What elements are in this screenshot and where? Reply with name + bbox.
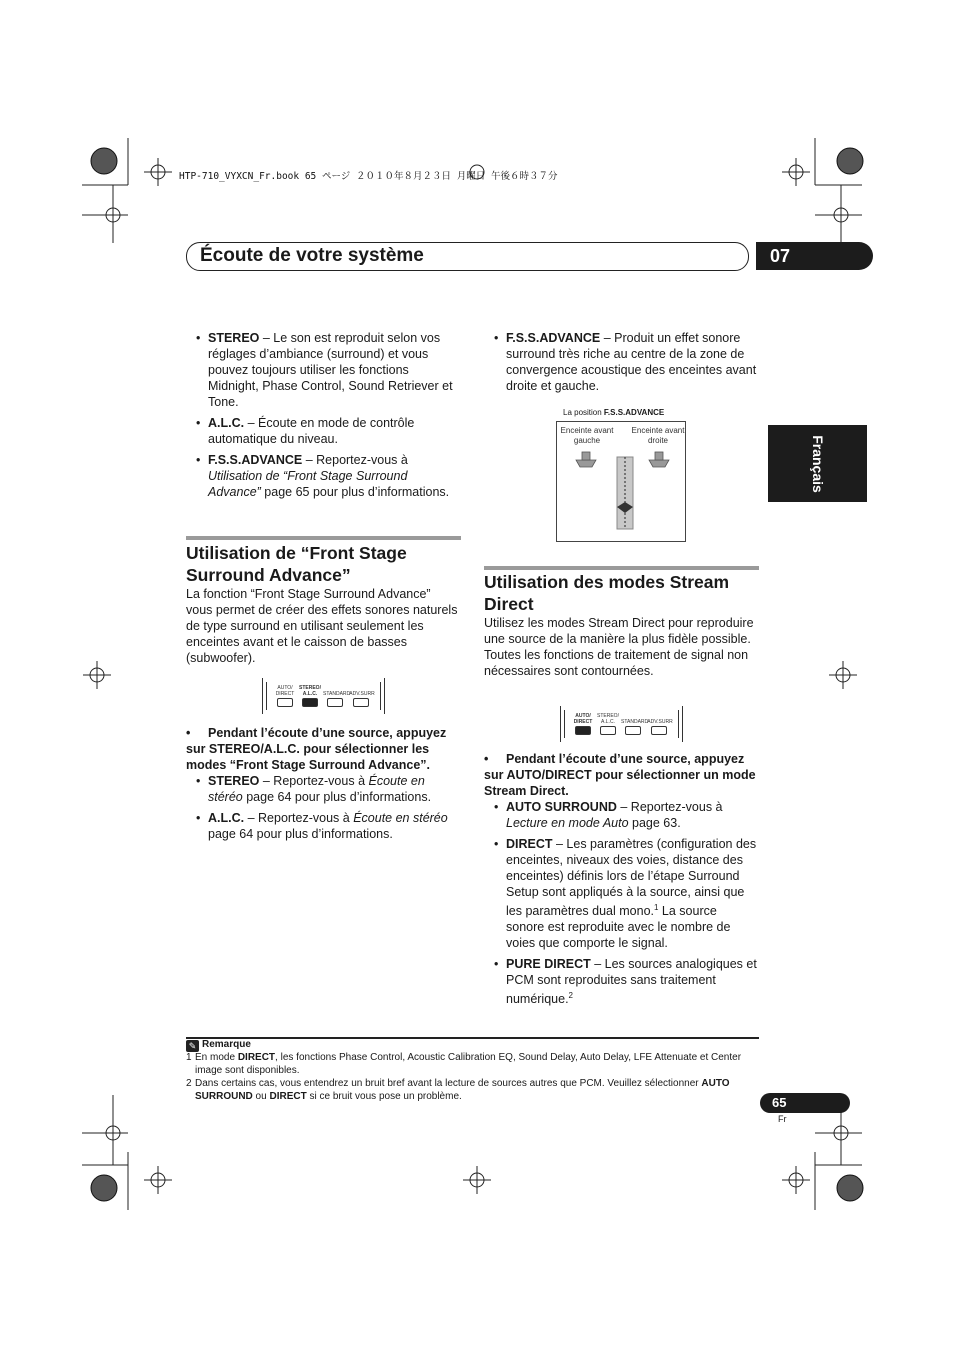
list-item: • STEREO – Reportez-vous à Écoute en stéréo page 64 pour plus d’informations.: [186, 773, 460, 805]
page-number: 65: [760, 1093, 850, 1113]
list-item: • A.L.C. – Écoute en mode de contrôle automatique du niveau.: [186, 415, 460, 447]
front-panel-illustration: [560, 706, 684, 742]
label-right-speaker: Enceinte avant droite: [631, 426, 685, 445]
panel-label: AUTO/ DIRECT: [573, 713, 593, 725]
list-item: • F.S.S.ADVANCE – Produit un effet sonore surround très riche au centre de la zone de convergence acoustique des enceintes avant droite et gauche.: [484, 330, 758, 394]
auto-direct-button: [575, 726, 591, 735]
front-panel-illustration: [262, 678, 386, 714]
print-info: HTP-710_VYXCN_Fr.book 65 ページ ２０１０年８月２３日 月曜日 午後６時３７分: [179, 171, 558, 182]
page-language: Fr: [778, 1114, 787, 1124]
language-tab: Français: [768, 425, 867, 502]
left-column: [186, 330, 460, 505]
list-item: • A.L.C. – Reportez-vous à Écoute en stéréo page 64 pour plus d’informations.: [186, 810, 460, 842]
panel-label: AUTO/ DIRECT: [275, 685, 295, 697]
figure-caption: La position F.S.S.ADVANCE: [563, 408, 665, 417]
stereo-alc-button: [600, 726, 616, 735]
footnote-2: 2 Dans certains cas, vous entendrez un bruit bref avant la lecture de sources autres que PCM. Veuillez sélectionner AUTO SURROUND ou DIRECT si ce bruit vous pose un problème.: [186, 1078, 730, 1102]
stereo-alc-button: [302, 698, 318, 707]
stream-direct-options: [484, 799, 758, 1012]
auto-direct-button: [277, 698, 293, 707]
instruction-fss: • Pendant l’écoute d’une source, appuyez sur STEREO/A.L.C. pour sélectionner les modes “Front Stage Surround Advance”.: [186, 726, 447, 772]
page-title: Écoute de votre système: [200, 245, 424, 266]
notes-rule: [186, 1037, 759, 1039]
adv-surr-button: [353, 698, 369, 707]
intro-list: [186, 330, 460, 500]
footnote-1: 1 En mode DIRECT, les fonctions Phase Control, Acoustic Calibration EQ, Sound Delay, Auto Delay, LFE Attenuate et Center image sont disponibles.: [186, 1052, 742, 1076]
list-item: • STEREO – Le son est reproduit selon vos réglages d’ambiance (surround) et vous pouvez toujours utiliser les fonctions Midnight, Phase Control, Sound Retriever et Tone.: [186, 330, 460, 410]
label-left-speaker: Enceinte avant gauche: [560, 426, 614, 445]
section-heading-fss: Utilisation de “Front Stage Surround Advance”: [186, 543, 407, 585]
list-item: • DIRECT – Les paramètres (configuration des enceintes, niveaux des voies, distance des enceintes) définis lors de l’étape Surround Setup sont appliqués à la source, ainsi que les paramètres dual mono.$^1$ La source sonore est reproduite avec le nombre de voies que comporte le signal.: [484, 836, 758, 951]
section-rule: [484, 566, 759, 570]
section-body-stream-direct: Utilisez les modes Stream Direct pour reproduire une source de la manière la plus fidèle possible. Toutes les fonctions de traitement de signal non nécessaires sont contournées.: [484, 616, 754, 678]
panel-label: STEREO/ A.L.C.: [299, 685, 321, 697]
instruction-stream-direct: • Pendant l’écoute d’une source, appuyez sur AUTO/DIRECT pour sélectionner un mode Stream Direct.: [484, 752, 756, 798]
panel-label: ADV.SURR: [349, 691, 375, 697]
section-rule: [186, 536, 461, 540]
list-item: • F.S.S.ADVANCE – Reportez-vous à Utilisation de “Front Stage Surround Advance” page 65 pour plus d’informations.: [186, 452, 460, 500]
list-item: • PURE DIRECT – Les sources analogiques et PCM sont reproduites sans traitement numérique.$^2$: [484, 956, 758, 1007]
panel-label: ADV.SURR: [647, 719, 673, 725]
list-item: • AUTO SURROUND – Reportez-vous à Lecture en mode Auto page 63.: [484, 799, 758, 831]
right-column-intro: [484, 330, 758, 399]
fss-position-figure: [556, 405, 686, 542]
section-heading-stream-direct: Utilisation des modes Stream Direct: [484, 572, 730, 614]
chapter-number: 07: [756, 242, 873, 270]
adv-surr-button: [651, 726, 667, 735]
standard-button: [625, 726, 641, 735]
note-icon: ✎: [186, 1040, 199, 1052]
panel-label: STANDARD: [621, 719, 649, 725]
panel-label: STEREO/ A.L.C.: [597, 713, 619, 725]
notes-heading: Remarque: [202, 1039, 251, 1050]
section-body-fss: La fonction “Front Stage Surround Advance” vous permet de créer des effets sonores naturels de type surround en utilisant seulement les enceintes avant et le caisson de basses (subwoofer).: [186, 587, 458, 665]
panel-label: STANDARD: [323, 691, 351, 697]
figure-graphic: [556, 405, 686, 542]
standard-button: [327, 698, 343, 707]
fss-options: [186, 773, 460, 847]
